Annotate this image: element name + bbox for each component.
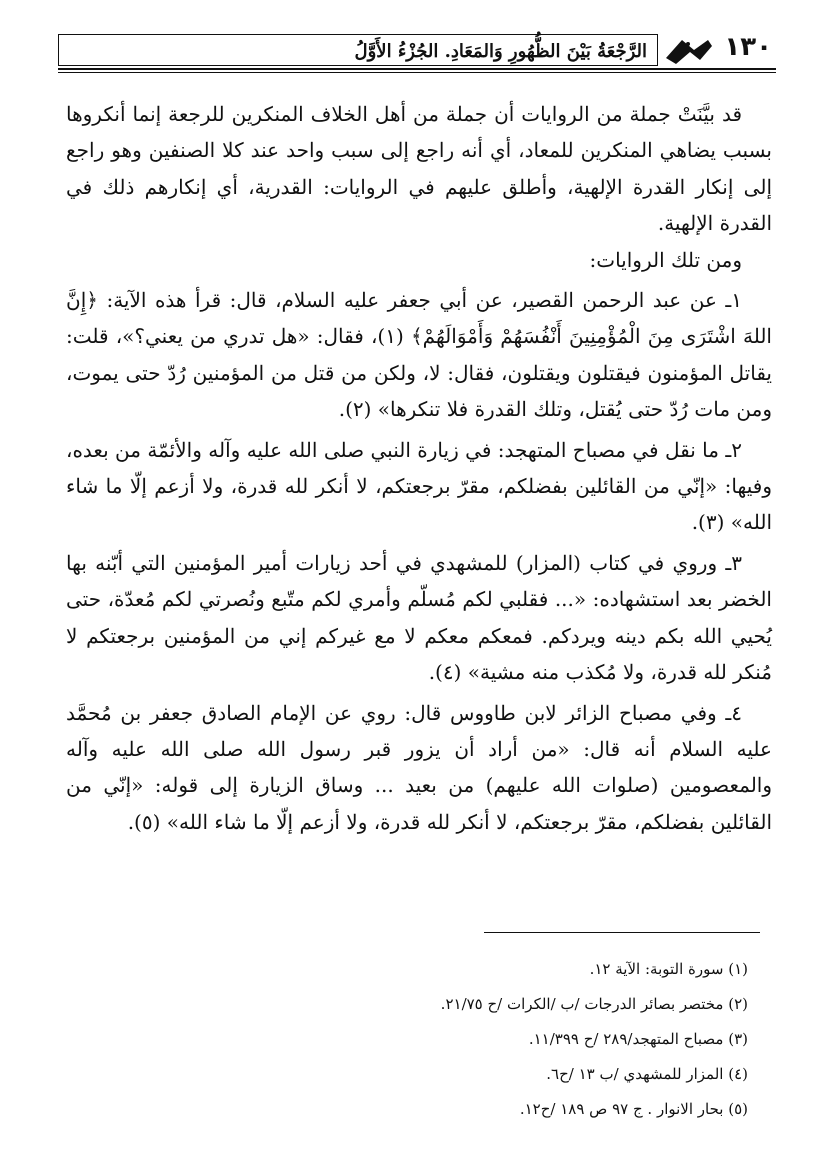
footnote-item: (٣) مصباح المتهجد/٢٨٩ /ح ١١/٣٩٩. <box>528 1030 748 1048</box>
narration-3: ٣ـ وروي في كتاب (المزار) للمشهدي في أحد زيارات أمير المؤمنين التي أبّنه بها الخضر بعد استشهاده: «... فقلبي لكم مُسلّم وأمري لكم متّبع ونُصرتي لكم مُعدّة، حتى يُحيي الله بكم دينه ويردكم. فمعكم معكم لا مع غيركم إني من المؤمنين برجعتكم لا مُنكر لله قدرة، ولا مُكذب منه مشية» (٤). <box>66 550 772 685</box>
paragraph-lead: ومن تلك الروايات: <box>589 247 742 272</box>
footnotes <box>66 952 766 1127</box>
narration-4: ٤ـ وفي مصباح الزائر لابن طاووس قال: روي عن الإمام الصادق جعفر بن مُحمَّد عليه السلام أنه قال: «من أراد أن يزور قبر رسول الله صلى الله عليه وآله والمعصومين (صلوات الله عليهم) من بعيد ... وساق الزيارة إلى قوله: «إنّي من القائلين بفضلكم، مقرّ برجعتكم، لا أنكر لله قدرة، ولا أزعم إلّا ما شاء الله» (٥). <box>66 700 772 834</box>
header-rule <box>58 68 776 70</box>
main-text <box>66 96 772 840</box>
footnote-separator <box>484 932 760 933</box>
narration-1: ١ـ عن عبد الرحمن القصير، عن أبي جعفر عليه السلام، قال: قرأ هذه الآية: ﴿إِنَّ اللهَ اشْتَرَى مِنَ الْمُؤْمِنِينَ أَنْفُسَهُمْ وَأَمْوَالَهُمْ﴾ (١)، فقال: «هل تدري من يعني؟»، قلت: يقاتل المؤمنون فيقتلون ويقتلون، فقال: لا، ولكن من قتل من المؤمنين رُدّ حتى يموت، ومن مات رُدّ حتى يُقتل، وتلك القدرة فلا تنكرها» (٢). <box>66 288 772 422</box>
running-title-frame <box>58 34 658 66</box>
footnote-item: (٢) مختصر بصائر الدرجات /ب /الكرات /ح ٢١/٧٥. <box>440 995 748 1013</box>
header-rule-thin <box>58 72 776 73</box>
footnote-item: (٤) المزار للمشهدي /ب ١٣ /ح٦. <box>546 1065 748 1083</box>
footnote-item: (١) سورة التوبة: الآية ١٢. <box>589 960 748 978</box>
calligraphic-ornament-icon <box>664 36 714 66</box>
page-header <box>58 30 776 74</box>
narration-2: ٢ـ ما نقل في مصباح المتهجد: في زيارة النبي صلى الله عليه وآله والأئمّة من بعده، وفيها: «إنّي من القائلين بفضلكم، مقرّ برجعتكم، لا أنكر لله قدرة، ولا أزعم إلّا ما شاء الله» (٣). <box>66 437 772 535</box>
footnote-item: (٥) بحار الانوار . ج ٩٧ ص ١٨٩ /ح١٢. <box>519 1100 748 1118</box>
paragraph-intro: قد بيَّنَتْ جملة من الروايات أن جملة من أهل الخلاف المنكرين للرجعة إنما أنكروها بسبب يضاهي المنكرين للمعاد، أي أنه راجع إلى سبب واحد عند كلا الصنفين وهو راجع إلى إنكار القدرة الإلهية، وأطلق عليهم في الروايات: القدرية، أي إنكارهم ذلك في القدرة الإلهية. <box>66 102 772 236</box>
page-number: ١٣٠ <box>724 32 772 62</box>
running-title: الرَّجْعَةُ بَيْنَ الظُّهُورِ وَالمَعَادِ. الجُزْءُ الأَوَّلُ <box>354 41 647 62</box>
